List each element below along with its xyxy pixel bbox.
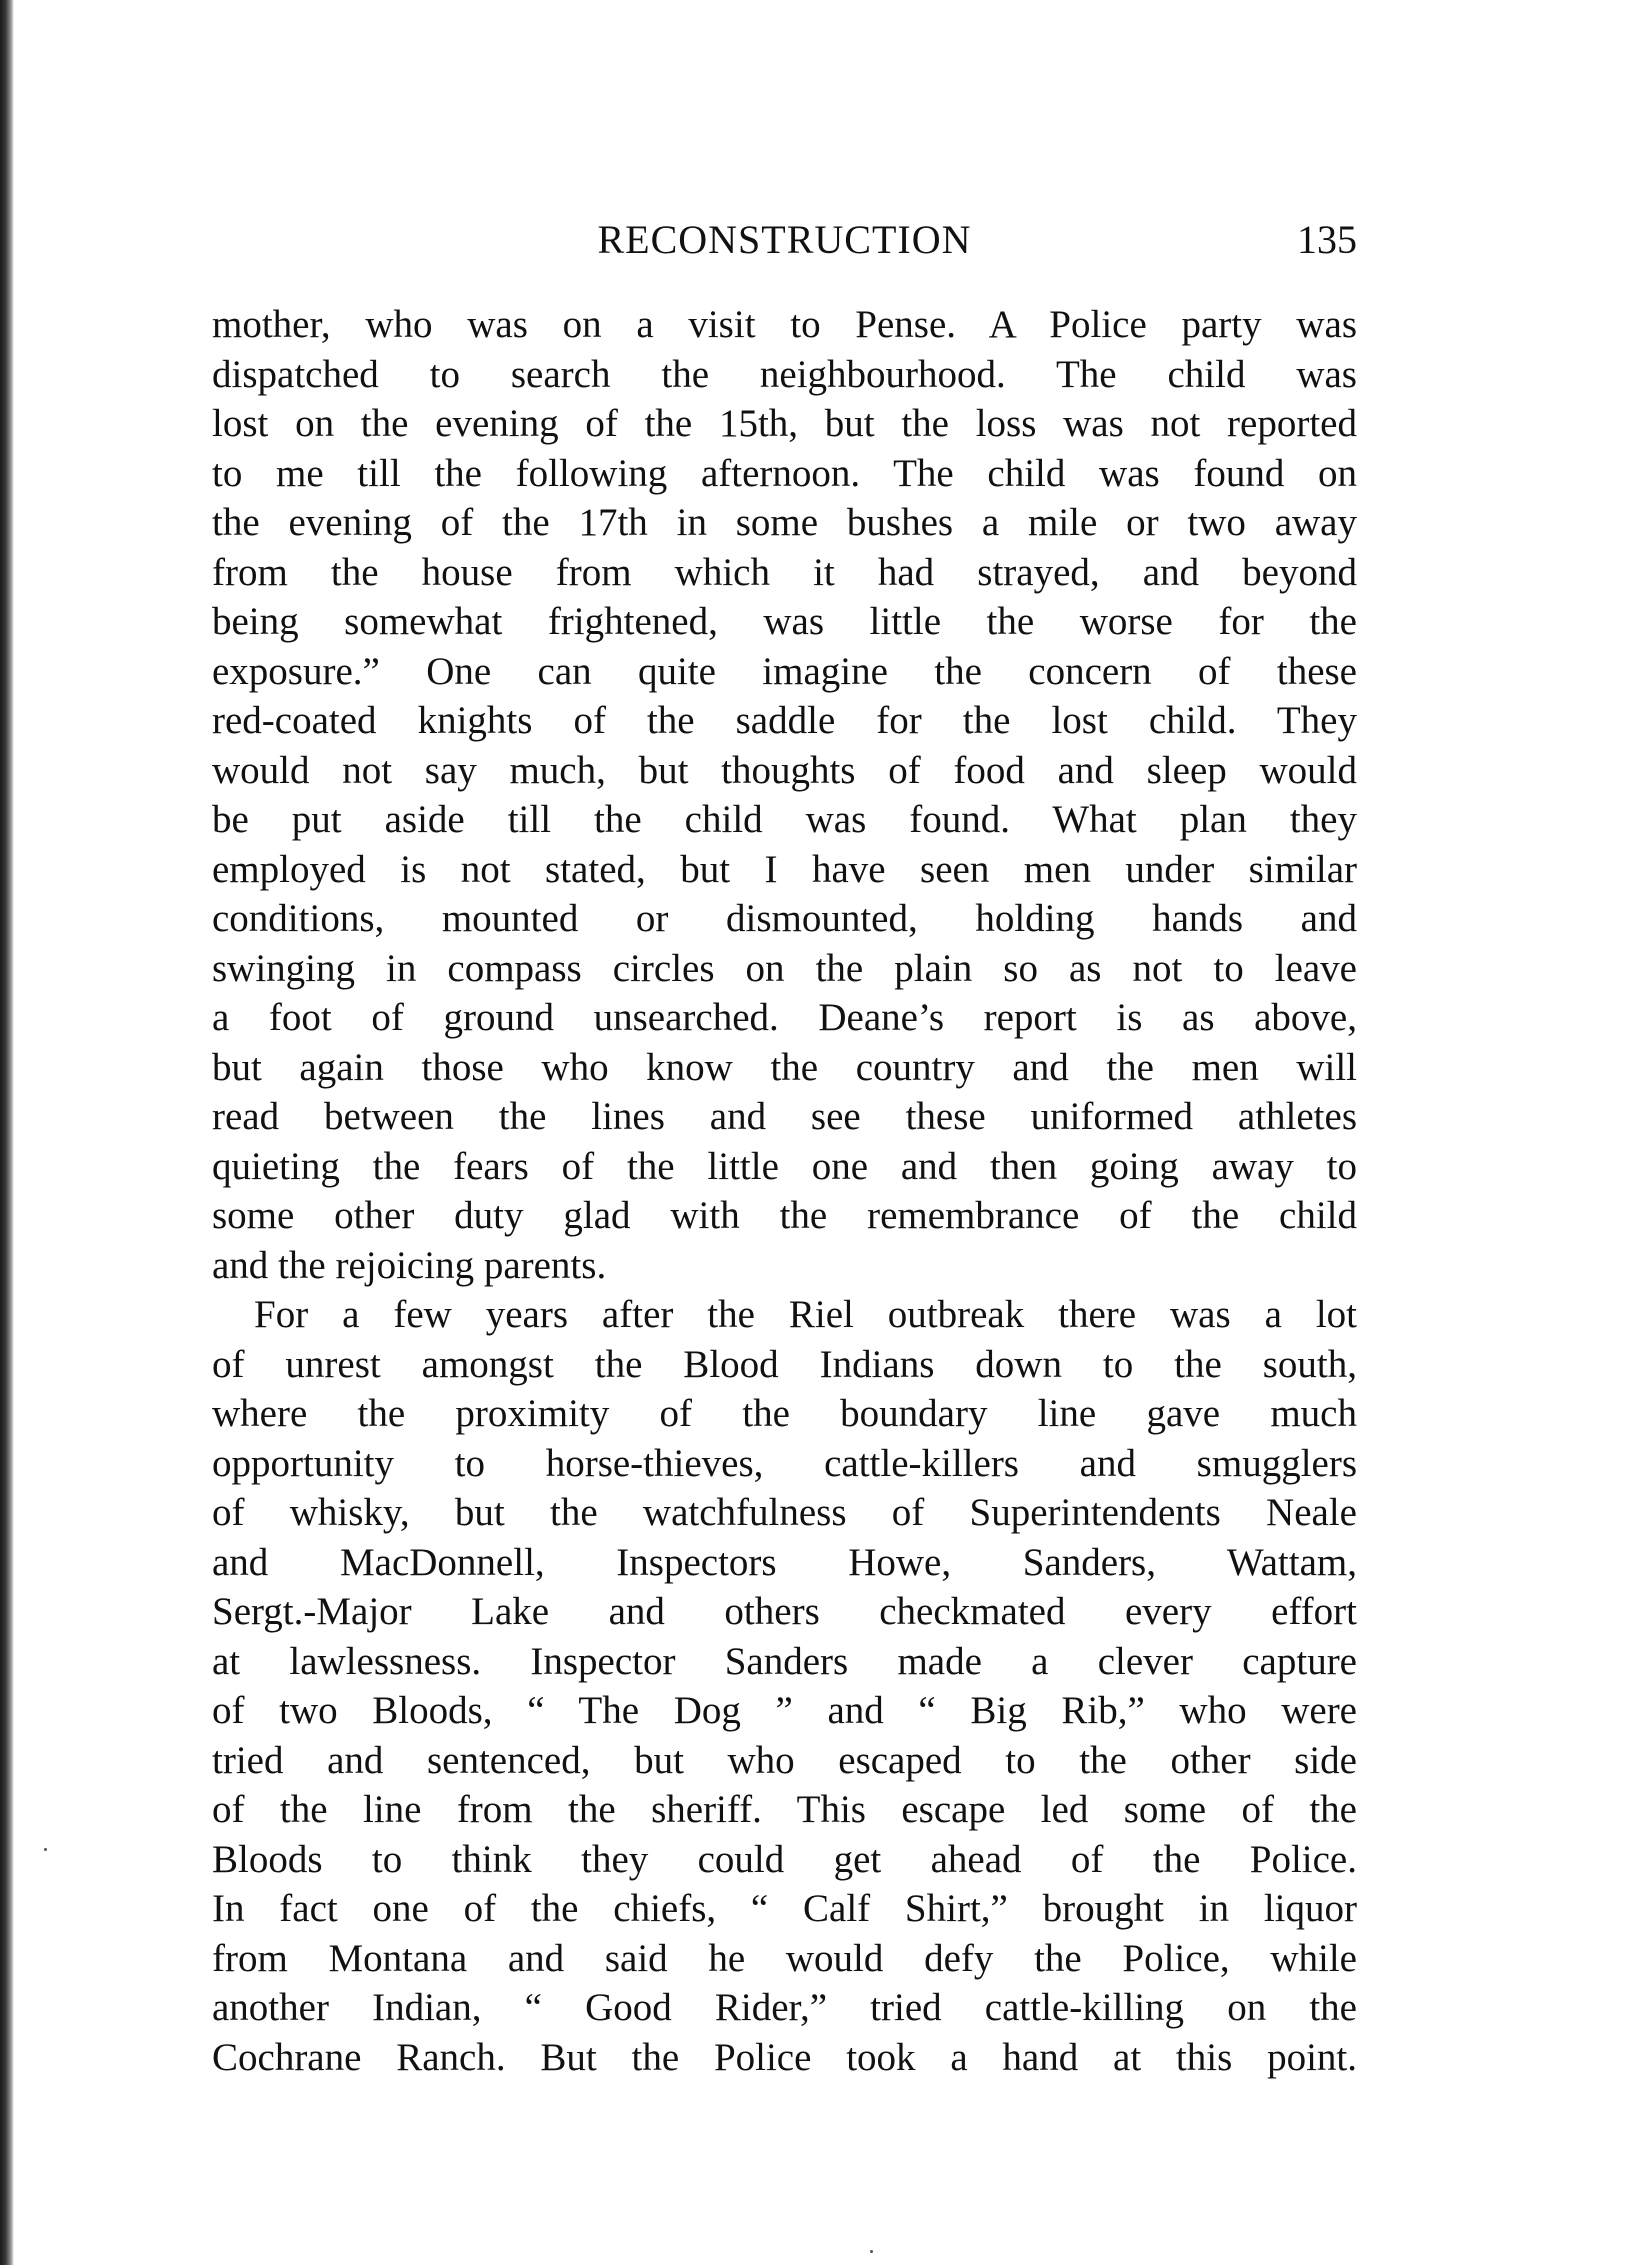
text-line: dispatched to search the neighbourhood. The child was [212,352,1357,396]
body-text [212,300,1357,2082]
text-line: where the proximity of the boundary line gave much [212,1392,1357,1435]
text-line: the evening of the 17th in some bushes a mile or two away [212,501,1357,544]
binding-edge-shadow [0,0,14,2265]
text-line: Cochrane Ranch. But the Police took a hand at this point. [212,2035,1357,2079]
text-line: from Montana and said he would defy the Police, while [212,1936,1357,1980]
scan-speck [870,2250,873,2253]
running-title: RECONSTRUCTION [597,217,972,262]
text-line: at lawlessness. Inspector Sanders made a clever capture [212,1639,1357,1683]
text-line: of whisky, but the watchfulness of Superintendents Neale [212,1491,1357,1534]
text-line: read between the lines and see these uniformed athletes [212,1095,1357,1138]
text-line: opportunity to horse-thieves, cattle-killers and smugglers [212,1441,1357,1485]
page-number: 135 [1297,217,1357,262]
text-line: For a few years after the Riel outbreak there was a lot [254,1293,1357,1336]
text-line: and the rejoicing parents. [212,1243,607,1287]
text-line: lost on the evening of the 15th, but the loss was not reported [212,402,1357,445]
text-line: conditions, mounted or dismounted, holding hands and [212,897,1357,940]
text-line: of two Bloods, “ The Dog ” and “ Big Rib,” who were [212,1689,1357,1732]
scan-speck [44,1848,47,1851]
running-head [212,210,1357,270]
text-line: another Indian, “ Good Rider,” tried cattle-killing on the [212,1986,1357,2029]
text-line: to me till the following afternoon. The child was found on [212,451,1357,495]
text-line: some other duty glad with the remembrance of the child [212,1194,1357,1237]
text-line: tried and sentenced, but who escaped to the other side [212,1738,1357,1782]
text-line: from the house from which it had strayed, and beyond [212,550,1357,594]
text-line: be put aside till the child was found. What plan they [212,798,1357,841]
text-line: red-coated knights of the saddle for the lost child. They [212,699,1357,742]
text-line: Bloods to think they could get ahead of the Police. [212,1837,1357,1881]
text-line: swinging in compass circles on the plain so as not to leave [212,946,1357,990]
text-line: quieting the fears of the little one and then going away to [212,1144,1357,1188]
text-line: would not say much, but thoughts of food and sleep would [212,748,1357,792]
text-line: of the line from the sheriff. This escape led some of the [212,1788,1357,1831]
text-line: a foot of ground unsearched. Deane’s report is as above, [212,996,1357,1039]
text-line: Sergt.-Major Lake and others checkmated every effort [212,1590,1357,1633]
text-line: and MacDonnell, Inspectors Howe, Sanders, Wattam, [212,1540,1357,1584]
text-line: In fact one of the chiefs, “ Calf Shirt,” brought in liquor [212,1887,1357,1930]
text-line: exposure.” One can quite imagine the concern of these [212,649,1357,693]
text-line: being somewhat frightened, was little the worse for the [212,600,1357,643]
text-line: mother, who was on a visit to Pense. A Police party was [212,303,1357,346]
text-line: of unrest amongst the Blood Indians down to the south, [212,1342,1357,1386]
text-line: but again those who know the country and the men will [212,1045,1357,1089]
text-line: employed is not stated, but I have seen men under similar [212,847,1357,891]
